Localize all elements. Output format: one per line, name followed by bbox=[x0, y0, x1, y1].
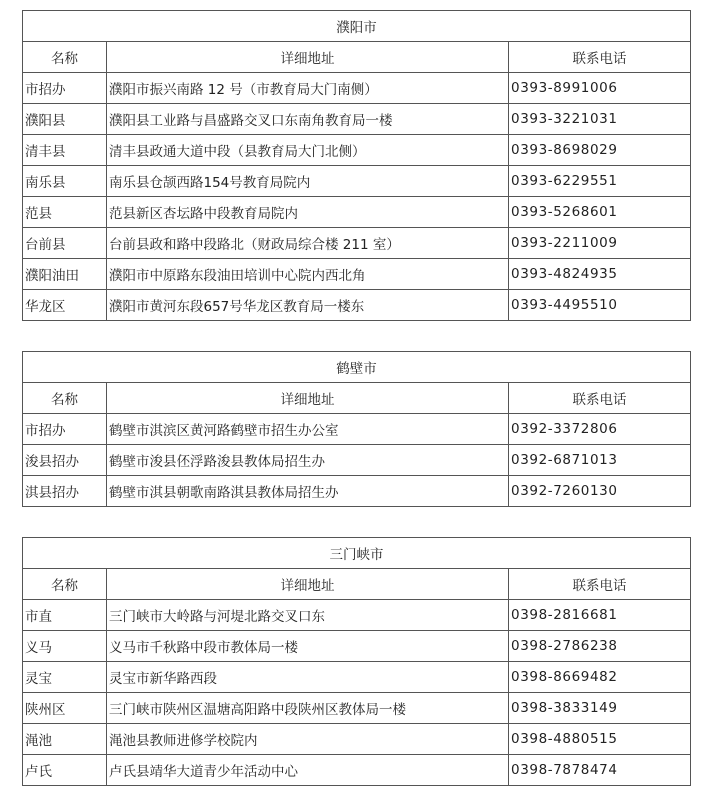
cell-phone: 0398-2786238 bbox=[509, 631, 691, 662]
table-row bbox=[23, 693, 691, 724]
table-row bbox=[23, 197, 691, 228]
cell-phone: 0392-6871013 bbox=[509, 445, 691, 476]
table-hebi bbox=[22, 351, 691, 507]
cell-phone: 0398-2816681 bbox=[509, 600, 691, 631]
cell-name: 濮阳油田 bbox=[23, 259, 107, 290]
table-row bbox=[23, 600, 691, 631]
cell-phone: 0393-3221031 bbox=[509, 104, 691, 135]
cell-address: 义马市千秋路中段市教体局一楼 bbox=[107, 631, 509, 662]
cell-phone: 0393-6229551 bbox=[509, 166, 691, 197]
table-row bbox=[23, 631, 691, 662]
table-row bbox=[23, 73, 691, 104]
table-row bbox=[23, 228, 691, 259]
header-name: 名称 bbox=[23, 42, 107, 73]
cell-address: 卢氏县靖华大道青少年活动中心 bbox=[107, 755, 509, 786]
table-row bbox=[23, 445, 691, 476]
cell-name: 淇县招办 bbox=[23, 476, 107, 507]
cell-phone: 0393-8698029 bbox=[509, 135, 691, 166]
section-title: 鹤壁市 bbox=[23, 352, 691, 383]
table-row bbox=[23, 724, 691, 755]
cell-name: 渑池 bbox=[23, 724, 107, 755]
cell-address: 三门峡市陕州区温塘高阳路中段陕州区教体局一楼 bbox=[107, 693, 509, 724]
table-row bbox=[23, 476, 691, 507]
cell-phone: 0392-7260130 bbox=[509, 476, 691, 507]
cell-address: 濮阳县工业路与昌盛路交叉口东南角教育局一楼 bbox=[107, 104, 509, 135]
cell-phone: 0393-4495510 bbox=[509, 290, 691, 321]
header-row bbox=[23, 42, 691, 73]
header-name: 名称 bbox=[23, 383, 107, 414]
table-row bbox=[23, 259, 691, 290]
cell-phone: 0398-7878474 bbox=[509, 755, 691, 786]
cell-name: 市直 bbox=[23, 600, 107, 631]
cell-phone: 0398-4880515 bbox=[509, 724, 691, 755]
cell-name: 台前县 bbox=[23, 228, 107, 259]
cell-address: 濮阳市黄河东段657号华龙区教育局一楼东 bbox=[107, 290, 509, 321]
cell-phone: 0393-8991006 bbox=[509, 73, 691, 104]
cell-name: 市招办 bbox=[23, 73, 107, 104]
header-phone: 联系电话 bbox=[509, 42, 691, 73]
header-row bbox=[23, 569, 691, 600]
header-address: 详细地址 bbox=[107, 383, 509, 414]
cell-name: 浚县招办 bbox=[23, 445, 107, 476]
cell-name: 清丰县 bbox=[23, 135, 107, 166]
cell-phone: 0393-5268601 bbox=[509, 197, 691, 228]
cell-phone: 0392-3372806 bbox=[509, 414, 691, 445]
cell-name: 南乐县 bbox=[23, 166, 107, 197]
cell-name: 灵宝 bbox=[23, 662, 107, 693]
table-row bbox=[23, 104, 691, 135]
cell-name: 华龙区 bbox=[23, 290, 107, 321]
table-row bbox=[23, 166, 691, 197]
cell-address: 鹤壁市淇滨区黄河路鹤壁市招生办公室 bbox=[107, 414, 509, 445]
cell-address: 南乐县仓颉西路154号教育局院内 bbox=[107, 166, 509, 197]
table-row bbox=[23, 755, 691, 786]
cell-name: 卢氏 bbox=[23, 755, 107, 786]
cell-address: 灵宝市新华路西段 bbox=[107, 662, 509, 693]
cell-address: 鹤壁市浚县伾浮路浚县教体局招生办 bbox=[107, 445, 509, 476]
section-title: 三门峡市 bbox=[23, 538, 691, 569]
table-row bbox=[23, 135, 691, 166]
cell-address: 濮阳市中原路东段油田培训中心院内西北角 bbox=[107, 259, 509, 290]
cell-address: 台前县政和路中段路北（财政局综合楼 211 室） bbox=[107, 228, 509, 259]
cell-address: 清丰县政通大道中段（县教育局大门北侧） bbox=[107, 135, 509, 166]
cell-address: 三门峡市大岭路与河堤北路交叉口东 bbox=[107, 600, 509, 631]
header-address: 详细地址 bbox=[107, 569, 509, 600]
cell-name: 范县 bbox=[23, 197, 107, 228]
cell-phone: 0393-4824935 bbox=[509, 259, 691, 290]
header-row bbox=[23, 383, 691, 414]
cell-address: 鹤壁市淇县朝歌南路淇县教体局招生办 bbox=[107, 476, 509, 507]
cell-phone: 0398-8669482 bbox=[509, 662, 691, 693]
table-puyang bbox=[22, 10, 691, 321]
table-row bbox=[23, 414, 691, 445]
cell-address: 濮阳市振兴南路 12 号（市教育局大门南侧） bbox=[107, 73, 509, 104]
cell-name: 濮阳县 bbox=[23, 104, 107, 135]
cell-address: 渑池县教师进修学校院内 bbox=[107, 724, 509, 755]
header-address: 详细地址 bbox=[107, 42, 509, 73]
cell-phone: 0398-3833149 bbox=[509, 693, 691, 724]
header-phone: 联系电话 bbox=[509, 383, 691, 414]
cell-name: 陕州区 bbox=[23, 693, 107, 724]
cell-name: 义马 bbox=[23, 631, 107, 662]
cell-phone: 0393-2211009 bbox=[509, 228, 691, 259]
cell-address: 范县新区杏坛路中段教育局院内 bbox=[107, 197, 509, 228]
table-sanmenxia bbox=[22, 537, 691, 786]
table-row bbox=[23, 662, 691, 693]
header-phone: 联系电话 bbox=[509, 569, 691, 600]
section-title: 濮阳市 bbox=[23, 11, 691, 42]
header-name: 名称 bbox=[23, 569, 107, 600]
table-row bbox=[23, 290, 691, 321]
cell-name: 市招办 bbox=[23, 414, 107, 445]
